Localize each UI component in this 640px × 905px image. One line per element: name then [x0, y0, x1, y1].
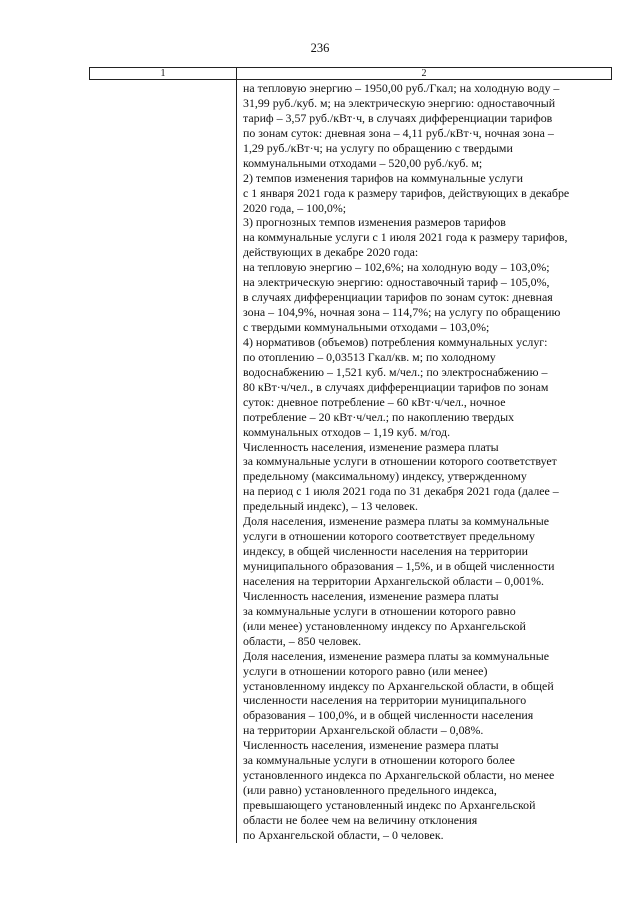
text-line: в случаях дифференциации тарифов по зонам суток: дневная	[243, 290, 553, 305]
text-line: Численность населения, изменение размера платы	[243, 738, 499, 753]
text-line: за коммунальные услуги в отношении которого равно	[243, 603, 516, 618]
text-line: потребление – 20 кВт·ч/чел.; по накоплению твердых	[243, 409, 515, 424]
text-line: с 1 января 2021 года к размеру тарифов, действующих в декабре	[243, 185, 570, 200]
text-line: на период с 1 июля 2021 года по 31 декабря 2021 года (далее –	[243, 484, 559, 499]
text-line: коммунальными отходами – 520,00 руб./куб. м;	[243, 155, 483, 170]
text-line: населения на территории Архангельской области – 0,001%.	[243, 573, 545, 588]
text-line: (или менее) установленному индексу по Архангельской	[243, 618, 526, 633]
text-line: с твердыми коммунальными отходами – 103,0%;	[243, 320, 490, 334]
text-line: 2) темпов изменения тарифов на коммунальные услуги	[243, 170, 523, 185]
text-line: тариф – 3,57 руб./кВт·ч, в случаях дифференциации тарифов	[243, 110, 553, 125]
text-line: установленного индекса по Архангельской области, но менее	[243, 768, 555, 783]
text-line: по зонам суток: дневная зона – 4,11 руб./кВт·ч, ночная зона –	[243, 125, 554, 140]
text-line: Численность населения, изменение размера платы	[243, 439, 499, 454]
text-line: индексу, в общей численности населения на территории	[243, 544, 529, 559]
text-line: на тепловую энергию – 102,6%; на холодную воду – 103,0%;	[243, 260, 550, 275]
text-line: на территории Архангельской области – 0,08%.	[243, 723, 484, 738]
text-line: зона – 104,9%, ночная зона – 114,7%; на услугу по обращению	[243, 305, 561, 320]
text-line: по отоплению – 0,03513 Гкал/кв. м; по холодному	[243, 349, 496, 364]
text-line: муниципального образования – 1,5%, и в общей численности	[243, 559, 555, 573]
text-line: численности населения на территории муниципального	[243, 693, 527, 708]
text-line: 3) прогнозных темпов изменения размеров тарифов	[243, 215, 506, 230]
text-line: услуги в отношении которого равно (или менее)	[243, 663, 488, 678]
text-line: на электрическую энергию: одноставочный тариф – 105,0%,	[243, 275, 550, 290]
text-line: Доля населения, изменение размера платы за коммунальные	[243, 648, 550, 663]
text-line: образования – 100,0%, и в общей численности населения	[243, 708, 534, 723]
column-2-cell	[237, 80, 612, 843]
text-line: 2020 года, – 100,0%;	[243, 200, 347, 215]
text-line: Доля населения, изменение размера платы за коммунальные	[243, 514, 550, 529]
column-1-cell	[90, 80, 237, 843]
text-line: области, – 850 человек.	[243, 633, 362, 648]
text-line: водоснабжению – 1,521 куб. м/чел.; по электроснабжению –	[243, 364, 548, 379]
text-line: суток: дневное потребление – 60 кВт·ч/чел., ночное	[243, 394, 506, 409]
table-body-row	[90, 80, 612, 843]
column-2-header: 2	[237, 68, 612, 80]
text-line: (или равно) установленного предельного индекса,	[243, 783, 497, 798]
text-line: по Архангельской области, – 0 человек.	[243, 827, 444, 842]
page-number: 236	[310, 41, 330, 55]
text-line: 4) нормативов (объемов) потребления коммунальных услуг:	[243, 334, 548, 349]
text-line: 1,29 руб./кВт·ч; на услугу по обращению с твердыми	[243, 140, 513, 155]
text-line: превышающего установленный индекс по Архангельской	[243, 798, 536, 812]
text-line: на тепловую энергию – 1950,00 руб./Гкал; на холодную воду –	[243, 81, 560, 95]
text-line: предельный индекс), – 13 человек.	[243, 499, 419, 514]
text-line: предельному (максимальному) индексу, утвержденному	[243, 469, 527, 484]
column-1-header: 1	[90, 68, 237, 80]
text-line: коммунальных отходов – 1,19 куб. м/год.	[243, 424, 451, 439]
document-table	[89, 67, 612, 843]
text-line: Численность населения, изменение размера платы	[243, 588, 499, 603]
text-line: 80 кВт·ч/чел., в случаях дифференциации тарифов по зонам	[243, 379, 549, 394]
table-header-row	[90, 68, 612, 80]
text-line: действующих в декабре 2020 года:	[243, 245, 419, 260]
text-line: установленному индексу по Архангельской области, в общей	[243, 678, 554, 693]
text-lines	[237, 80, 612, 843]
text-line: за коммунальные услуги в отношении которого более	[243, 753, 515, 768]
text-line: 31,99 руб./куб. м; на электрическую энергию: одноставочный	[243, 95, 556, 110]
text-line: области не более чем на величину отклонения	[243, 812, 478, 827]
text-line: услуги в отношении которого соответствует предельному	[243, 529, 535, 544]
text-line: на коммунальные услуги с 1 июля 2021 года к размеру тарифов,	[243, 230, 568, 245]
text-line: за коммунальные услуги в отношении которого соответствует	[243, 454, 557, 469]
